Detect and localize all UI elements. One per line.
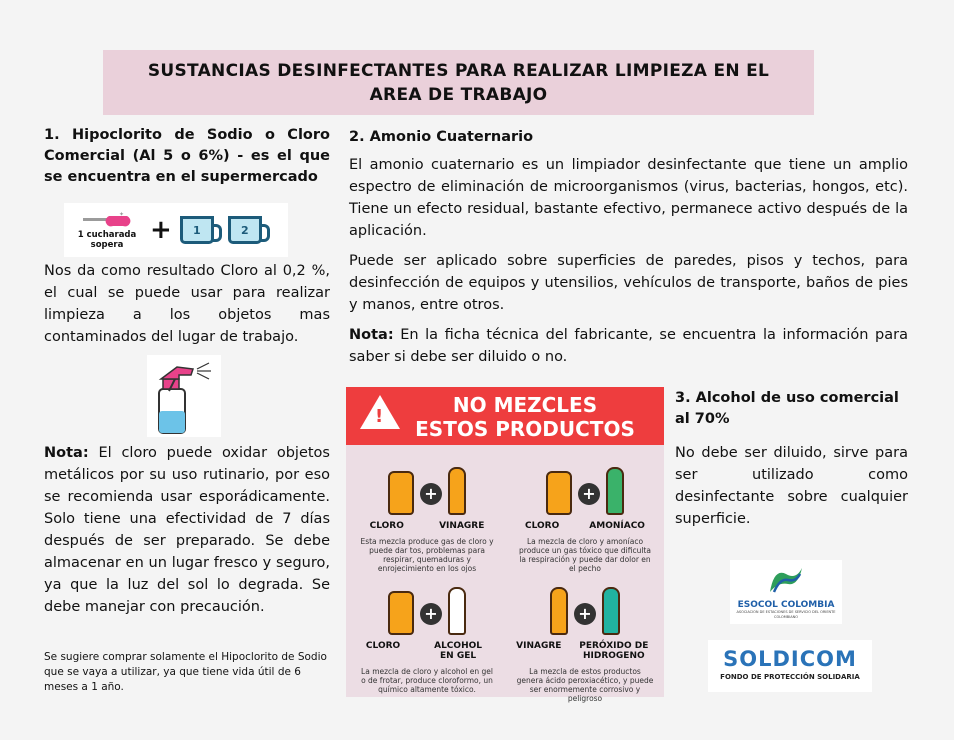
- spoon-figure: [72, 210, 142, 250]
- combo-b: PERÓXIDO DE HIDROGENO: [579, 641, 649, 661]
- poster-title-1: NO MEZCLES: [452, 393, 598, 417]
- esocol-name: ESOCOL COLOMBIA: [737, 600, 835, 610]
- combo-a: CLORO: [525, 521, 560, 531]
- spray-bottle-icon: [147, 355, 221, 437]
- soldicom-sub: FONDO DE PROTECCIÓN SOLIDARIA: [720, 673, 860, 681]
- combo-cloro-vinagre: [352, 457, 502, 573]
- section3-heading: 3. Alcohol de uso comercial al 70%: [675, 390, 899, 427]
- section2-note: [349, 324, 908, 368]
- plus-icon: +: [574, 603, 596, 625]
- svg-text:✦: ✦: [119, 211, 125, 218]
- combo-desc: Esta mezcla produce gas de cloro y puede dar tos, problemas para respirar, quemaduras y enrojecimiento en los ojos: [360, 537, 494, 573]
- spoon-label-2: sopera: [90, 240, 124, 250]
- dilution-formula: [64, 203, 288, 257]
- section-amonio: [349, 127, 908, 368]
- section1-result: Nos da como resultado Cloro al 0,2 %, el cual se puede usar para realizar limpieza a los objetos mas contaminados del lugar de trabajo.: [44, 263, 330, 345]
- note-text: El cloro puede oxidar objetos metálicos por su uso rutinario, por eso se recomienda usar esporádicamente. Solo tiene una efectividad de 7 días después de ser preparado. Se debe almacenar en un lugar fresco y seguro, ya que la luz del sol lo degrada. Se debe manejar con precaución.: [44, 445, 330, 615]
- soldicom-name: SOLDICOM: [723, 647, 857, 671]
- warning-mark: !: [375, 406, 384, 427]
- bleach-jug-icon: [388, 591, 414, 635]
- spoon-label-1: 1 cucharada: [77, 230, 137, 240]
- note-label: Nota:: [44, 445, 89, 461]
- plus-sign: +: [150, 215, 172, 245]
- bleach-jug-icon: [546, 471, 572, 515]
- esocol-sub: ASOCIACION DE ESTACIONES DE SERVICIO DEL ORIENTE COLOMBIANO: [736, 610, 836, 619]
- section1-note: [44, 442, 330, 618]
- soldicom-logo: [708, 640, 872, 692]
- gel-bottle-icon: [448, 587, 466, 635]
- plus-icon: +: [420, 603, 442, 625]
- section2-paragraph-2: Puede ser aplicado sobre superficies de paredes, pisos y techos, para desinfección de equipos y utensilios, vehículos de transporte, baños de pies y manos, entre otros.: [349, 253, 908, 313]
- poster-header: [346, 387, 664, 445]
- combo-a: CLORO: [365, 641, 401, 651]
- plus-icon: +: [420, 483, 442, 505]
- plus-icon: +: [578, 483, 600, 505]
- section-hipoclorito: [44, 125, 330, 188]
- page-title: [103, 50, 814, 115]
- title-line-1: SUSTANCIAS DESINFECTANTES PARA REALIZAR LIMPIEZA EN EL: [147, 60, 770, 81]
- combo-b: VINAGRE: [439, 521, 485, 531]
- spoon-icon: [83, 210, 131, 230]
- note-label: Nota:: [349, 327, 394, 343]
- combo-vinagre-peroxido: [510, 577, 660, 703]
- title-line-2: AREA DE TRABAJO: [369, 84, 548, 105]
- ammonia-bottle-icon: [606, 467, 624, 515]
- cup-icon-1: 1: [180, 216, 214, 244]
- note-text: En la ficha técnica del fabricante, se encuentra la información para saber si debe ser diluido o no.: [349, 327, 908, 365]
- combo-cloro-amoniaco: [510, 457, 660, 573]
- combo-desc: La mezcla de estos productos genera ácido peroxiacético, y puede ser enormemente corrosivo y peligroso: [516, 667, 654, 703]
- combo-b: ALCOHOL EN GEL: [434, 641, 482, 661]
- combo-desc: La mezcla de cloro y amoníaco produce un gas tóxico que dificulta la respiración y puede dar dolor en el pecho: [519, 537, 651, 573]
- poster-title-2: ESTOS PRODUCTOS: [415, 417, 635, 441]
- section3-text: No debe ser diluido, sirve para ser utilizado como desinfectante sobre cualquier superficie.: [675, 445, 908, 527]
- peroxide-bottle-icon: [602, 587, 620, 635]
- combo-a: CLORO: [369, 521, 404, 531]
- no-mix-poster: [346, 387, 664, 703]
- section2-heading: 2. Amonio Cuaternario: [349, 129, 534, 145]
- bleach-jug-icon: [388, 471, 414, 515]
- esocol-logo: [730, 560, 842, 624]
- vinegar-bottle-icon: [448, 467, 466, 515]
- combo-a: VINAGRE: [516, 641, 562, 651]
- vinegar-bottle-icon: [550, 587, 568, 635]
- section-alcohol: [675, 388, 908, 530]
- combo-desc: La mezcla de cloro y alcohol en gel o de frotar, produce cloroformo, un químico altamente tóxico.: [361, 667, 493, 694]
- esocol-mark-icon: [766, 564, 806, 594]
- combo-b: AMONÍACO: [589, 521, 645, 531]
- combo-cloro-alcohol: [352, 577, 502, 694]
- cup-icon-2: 2: [228, 216, 262, 244]
- section2-paragraph-1: El amonio cuaternario es un limpiador desinfectante que tiene un amplio espectro de eliminación de microorganismos (virus, bacterias, hongos, etc). Tiene un efecto residual, bastante efectivo, permanece activo después de la aplicación.: [349, 157, 908, 239]
- section1-small-note: Se sugiere comprar solamente el Hipoclorito de Sodio que se vaya a utilizar, ya que tiene vida útil de 6 meses a 1 año.: [44, 651, 327, 693]
- section1-heading: 1. Hipoclorito de Sodio o Cloro Comercial (Al 5 o 6%) - es el que se encuentra en el supermercado: [44, 127, 330, 185]
